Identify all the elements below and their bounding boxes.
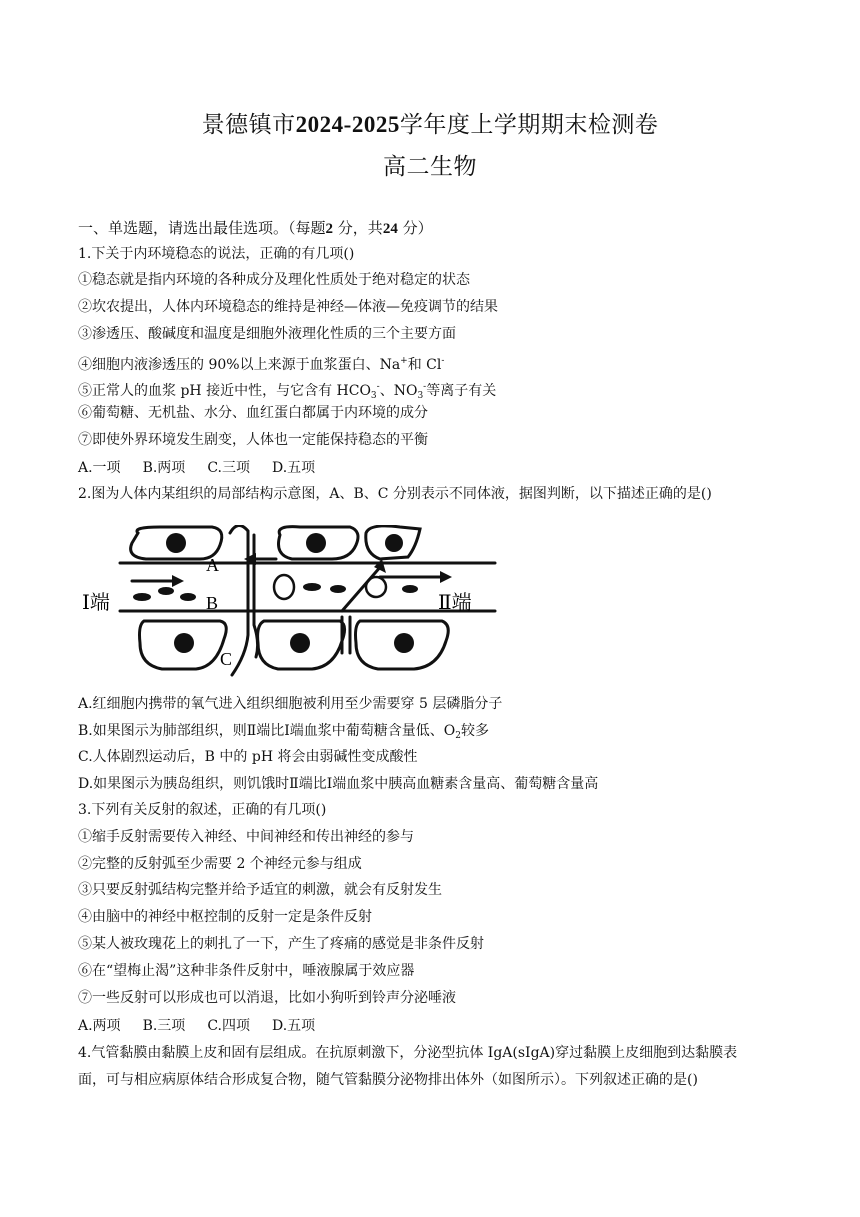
q1-statement-4 bbox=[78, 353, 778, 373]
q1-s5-sup-1: - bbox=[376, 382, 380, 392]
nucleus-5 bbox=[290, 633, 310, 653]
q1-s4-text-b: 和 Cl bbox=[407, 357, 442, 373]
q2-option-d[interactable]: D.如果图示为胰岛组织，则饥饿时Ⅱ端比Ⅰ端血浆中胰高血糖素含量高、葡萄糖含量高 bbox=[78, 776, 599, 792]
q3-statement-6: ⑥在“望梅止渴”这种非条件反射中，唾液腺属于效应器 bbox=[78, 963, 415, 979]
q1-stem: 1.下关于内环境稳态的说法，正确的有几项() bbox=[78, 246, 355, 262]
q1-statement-7: ⑦即使外界环境发生剧变，人体也一定能保持稳态的平衡 bbox=[78, 432, 428, 448]
title-suffix: 学年度上学期期末检测卷 bbox=[399, 112, 659, 138]
q1-statement-5 bbox=[78, 379, 778, 404]
arrowhead-1 bbox=[172, 575, 184, 587]
q1-s5-text-a: ⑤正常人的血浆 pH 接近中性，与它含有 HCO bbox=[78, 383, 371, 399]
exam-title bbox=[0, 106, 860, 139]
figure-label-b: B bbox=[206, 593, 219, 613]
title-year: 2024-2025 bbox=[295, 112, 400, 137]
section-points: 2 bbox=[325, 221, 334, 237]
q2-b-text-b: 较多 bbox=[461, 723, 489, 739]
nucleus-2 bbox=[306, 533, 326, 553]
q1-s4-text-a: ④细胞内液渗透压的 90%以上来源于血浆蛋白、Na bbox=[78, 357, 401, 373]
rbc-3 bbox=[180, 593, 196, 601]
q1-s4-plus: + bbox=[400, 356, 408, 366]
section-heading bbox=[78, 220, 778, 237]
figure-label-a: A bbox=[206, 555, 219, 575]
section-total: 24 bbox=[382, 221, 398, 237]
q1-s5-text-c: 等离子有关 bbox=[426, 383, 497, 399]
q4-stem-line-1: 4.气管黏膜由黏膜上皮和固有层组成。在抗原刺激下，分泌型抗体 IgA(sIgA)穿过黏膜上皮细胞到达黏膜表 bbox=[78, 1045, 738, 1061]
figure-end-ii: Ⅱ端 bbox=[438, 590, 472, 614]
tissue-structure-figure bbox=[80, 525, 500, 685]
section-label-b: 分，共 bbox=[337, 219, 383, 237]
q3-option-d[interactable]: D.五项 bbox=[271, 1018, 316, 1034]
q3-statement-7: ⑦一些反射可以形成也可以消退，比如小狗听到铃声分泌唾液 bbox=[78, 990, 456, 1006]
q3-statement-2: ②完整的反射弧至少需要 2 个神经元参与组成 bbox=[78, 856, 362, 872]
q2-b-subscript: 2 bbox=[455, 731, 461, 741]
nucleus-6 bbox=[394, 633, 414, 653]
q1-s5-sup-2: - bbox=[423, 382, 427, 392]
q1-s5-text-b: 、NO bbox=[379, 383, 418, 399]
figure-end-i: Ⅰ端 bbox=[82, 590, 110, 614]
q1-option-b[interactable]: B.两项 bbox=[142, 460, 186, 476]
lymph-vessel-left bbox=[230, 525, 248, 675]
q1-s5-sub-2: 3 bbox=[417, 391, 424, 401]
section-label-c: 分） bbox=[402, 219, 433, 237]
q2-b-text-a: B.如果图示为肺部组织，则Ⅱ端比Ⅰ端血浆中葡萄糖含量低、O bbox=[78, 723, 456, 739]
rbc-1 bbox=[133, 593, 151, 601]
rbc-6 bbox=[402, 585, 418, 593]
q3-options bbox=[78, 1018, 778, 1034]
q4-stem-line-2: 面，可与相应病原体结合形成复合物，随气管黏膜分泌物排出体外（如图所示）。下列叙述正确的是() bbox=[78, 1072, 698, 1088]
q3-statement-4: ④由脑中的神经中枢控制的反射一定是条件反射 bbox=[78, 909, 372, 925]
nucleus-4 bbox=[174, 633, 194, 653]
q3-option-c[interactable]: C.四项 bbox=[207, 1018, 250, 1034]
q1-option-c[interactable]: C.三项 bbox=[207, 460, 250, 476]
q1-statement-3: ③渗透压、酸碱度和温度是细胞外液理化性质的三个主要方面 bbox=[78, 326, 456, 342]
section-label-a: 一、单选题，请选出最佳选项。（每题 bbox=[78, 219, 326, 237]
q1-option-a[interactable]: A.一项 bbox=[78, 460, 121, 476]
q3-stem: 3.下列有关反射的叙述，正确的有几项() bbox=[78, 802, 327, 818]
q2-option-a[interactable]: A.红细胞内携带的氧气进入组织细胞被利用至少需要穿 5 层磷脂分子 bbox=[78, 696, 503, 712]
title-city: 景德镇市 bbox=[201, 112, 296, 138]
q2-stem: 2.图为人体内某组织的局部结构示意图，A、B、C 分别表示不同体液，据图判断，以下描述正确的是() bbox=[78, 486, 712, 502]
q1-statement-2: ②坎农提出，人体内环境稳态的维持是神经—体液—免疫调节的结果 bbox=[78, 299, 498, 315]
q1-statement-1: ①稳态就是指内环境的各种成分及理化性质处于绝对稳定的状态 bbox=[78, 272, 470, 288]
arrowhead-2 bbox=[440, 571, 452, 583]
q3-statement-5: ⑤某人被玫瑰花上的刺扎了一下，产生了疼痛的感觉是非条件反射 bbox=[78, 936, 484, 952]
exchange-arrow-diag bbox=[342, 565, 382, 611]
rbc-2 bbox=[158, 587, 174, 595]
q2-option-c[interactable]: C.人体剧烈运动后，B 中的 pH 将会由弱碱性变成酸性 bbox=[78, 749, 418, 765]
q1-option-d[interactable]: D.五项 bbox=[271, 460, 316, 476]
q3-option-a[interactable]: A.两项 bbox=[78, 1018, 121, 1034]
q1-s4-minus: - bbox=[441, 356, 445, 366]
q3-option-b[interactable]: B.三项 bbox=[142, 1018, 186, 1034]
nucleus-3 bbox=[385, 534, 403, 552]
q3-statement-3: ③只要反射弧结构完整并给予适宜的刺激，就会有反射发生 bbox=[78, 882, 442, 898]
figure-label-c: C bbox=[220, 649, 233, 669]
q1-options bbox=[78, 460, 778, 476]
rbc-4 bbox=[303, 583, 321, 591]
nucleus-1 bbox=[166, 533, 186, 553]
blood-cell-open-2 bbox=[366, 577, 386, 597]
blood-cell-open-1 bbox=[274, 575, 294, 599]
q3-statement-1: ①缩手反射需要传入神经、中间神经和传出神经的参与 bbox=[78, 829, 414, 845]
q1-statement-6: ⑥葡萄糖、无机盐、水分、血红蛋白都属于内环境的成分 bbox=[78, 405, 428, 421]
q1-s5-sub-1: 3 bbox=[370, 391, 377, 401]
exam-subtitle: 高二生物 bbox=[383, 154, 477, 180]
rbc-5 bbox=[330, 585, 346, 593]
q2-option-b[interactable] bbox=[78, 723, 778, 744]
